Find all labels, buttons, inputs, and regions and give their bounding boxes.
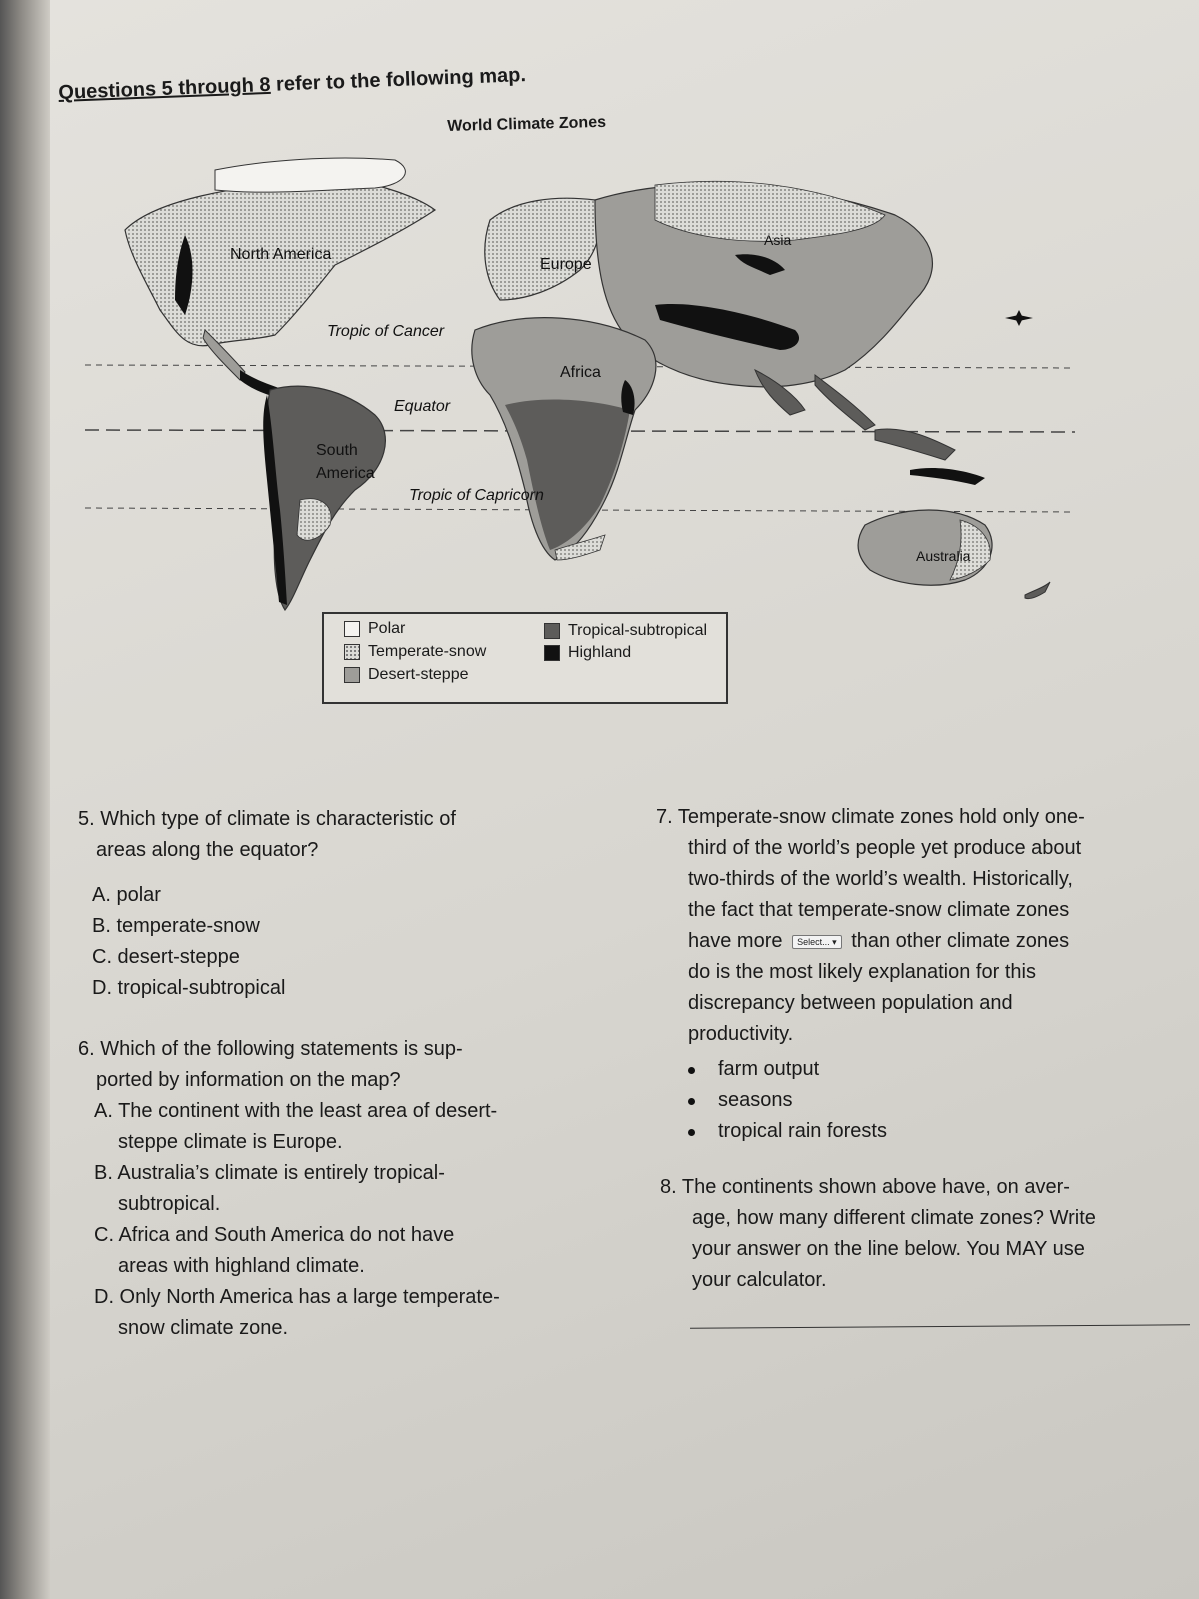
q8-line-2: age, how many different climate zones? Write xyxy=(692,1207,1096,1229)
south-america-shape xyxy=(263,386,385,610)
label-australia: Australia xyxy=(916,548,971,564)
label-asia: Asia xyxy=(764,232,792,248)
q5-option-d[interactable]: D. tropical-subtropical xyxy=(92,977,286,999)
legend-label-desert-steppe: Desert-steppe xyxy=(368,666,469,683)
legend-label-highland: Highland xyxy=(568,644,632,661)
label-south-america-1: South xyxy=(316,442,358,459)
label-north-america: North America xyxy=(230,246,332,263)
q5-option-b[interactable]: B. temperate-snow xyxy=(92,915,260,937)
question-5 xyxy=(78,804,456,1004)
legend-item-desert-steppe xyxy=(344,666,469,684)
q7-line-7: productivity. xyxy=(688,1023,794,1045)
q7-line-3: two-thirds of the world’s wealth. Historically, xyxy=(688,868,1073,890)
chevron-down-icon: ▾ xyxy=(832,936,837,947)
q6-option-a-cont: steppe climate is Europe. xyxy=(118,1131,343,1153)
q6-option-c[interactable]: C. Africa and South America do not have xyxy=(94,1224,455,1246)
q7-line-5: do is the most likely explanation for this xyxy=(688,961,1036,983)
q6-stem-line-1: 6. Which of the following statements is sup- xyxy=(78,1038,463,1060)
polar-swatch xyxy=(344,621,360,637)
asia-shape xyxy=(595,181,955,460)
q7-select-before: have more xyxy=(688,930,783,952)
q8-line-1: 8. The continents shown above have, on aver- xyxy=(660,1176,1070,1198)
europe-shape xyxy=(485,198,600,300)
q6-option-b-cont: subtropical. xyxy=(118,1193,221,1215)
q7-select-line xyxy=(656,926,1085,957)
q7-dropdown-value: Select... xyxy=(797,936,830,947)
label-africa: Africa xyxy=(560,364,601,381)
highland-swatch xyxy=(544,645,560,661)
compass-rose xyxy=(1005,310,1033,326)
label-tropic-of-cancer: Tropic of Cancer xyxy=(327,323,445,340)
legend-item-highland xyxy=(544,644,631,662)
africa-shape xyxy=(472,318,656,560)
q7-line-1: 7. Temperate-snow climate zones hold only one- xyxy=(656,806,1085,828)
intro-rest: refer to the following map. xyxy=(270,64,527,96)
q7-line-2: third of the world’s people yet produce about xyxy=(688,837,1082,859)
map-legend xyxy=(322,612,728,704)
q8-line-3: your answer on the line below. You MAY use xyxy=(692,1238,1085,1260)
question-6 xyxy=(78,1034,500,1344)
legend-item-tropical-subtropical xyxy=(544,622,707,640)
legend-item-polar xyxy=(344,620,405,638)
q5-option-c[interactable]: C. desert-steppe xyxy=(92,946,240,968)
q6-stem-line-2: ported by information on the map? xyxy=(96,1069,401,1091)
temperate-snow-swatch xyxy=(344,644,360,660)
tropical-subtropical-swatch xyxy=(544,623,560,639)
legend-label-tropical-subtropical: Tropical-subtropical xyxy=(568,622,708,639)
legend-label-temperate-snow: Temperate-snow xyxy=(368,643,487,660)
map-title: World Climate Zones xyxy=(447,113,607,135)
q5-stem-line-1: 5. Which type of climate is characteristic of xyxy=(78,808,456,830)
question-7 xyxy=(656,802,1085,1147)
legend-item-temperate-snow xyxy=(344,643,486,661)
q8-line-4: your calculator. xyxy=(692,1269,827,1291)
q7-line-4: the fact that temperate-snow climate zones xyxy=(688,899,1070,921)
q6-option-b[interactable]: B. Australia’s climate is entirely tropical- xyxy=(94,1162,445,1184)
q7-dropdown[interactable] xyxy=(792,935,842,949)
label-equator: Equator xyxy=(394,398,451,415)
q6-option-d[interactable]: D. Only North America has a large temperate- xyxy=(94,1286,500,1308)
q7-line-6: discrepancy between population and xyxy=(688,992,1013,1014)
q6-option-d-cont: snow climate zone. xyxy=(118,1317,289,1339)
australia-shape xyxy=(858,468,1050,599)
north-america-shape xyxy=(125,158,435,398)
legend-label-polar: Polar xyxy=(368,620,406,637)
label-tropic-of-capricorn: Tropic of Capricorn xyxy=(409,487,544,504)
q7-choice-seasons[interactable]: seasons xyxy=(688,1085,1085,1116)
question-8 xyxy=(660,1172,1096,1296)
q6-option-c-cont: areas with highland climate. xyxy=(118,1255,365,1277)
label-europe: Europe xyxy=(540,256,592,273)
q5-stem-line-2: areas along the equator? xyxy=(96,839,319,861)
desert-steppe-swatch xyxy=(344,667,360,683)
q6-option-a[interactable]: A. The continent with the least area of desert- xyxy=(94,1100,498,1122)
intro-underlined: Questions 5 through 8 xyxy=(58,73,271,104)
q5-option-a[interactable]: A. polar xyxy=(92,884,161,906)
q7-select-after: than other climate zones xyxy=(851,930,1070,952)
q7-choice-farm-output[interactable]: farm output xyxy=(688,1054,1085,1085)
q7-choice-tropical-rain-forests[interactable]: tropical rain forests xyxy=(688,1116,1085,1147)
label-south-america-2: America xyxy=(316,465,375,482)
q7-choice-list xyxy=(656,1054,1085,1147)
